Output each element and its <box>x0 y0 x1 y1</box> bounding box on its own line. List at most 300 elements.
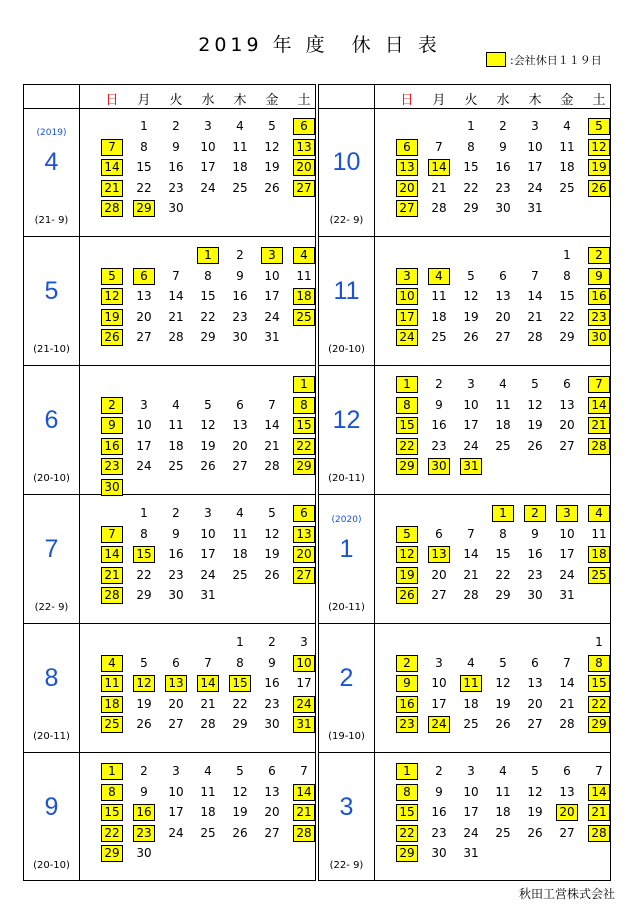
date: 27 <box>168 717 184 731</box>
date: 11 <box>168 418 184 432</box>
month-number: 5 <box>44 277 59 305</box>
month-divider <box>79 366 80 494</box>
holiday-date: 8 <box>101 784 123 801</box>
date: 30 <box>527 588 543 602</box>
year-label: (2020) <box>331 515 362 525</box>
date: 25 <box>232 567 248 582</box>
holiday-date: 3 <box>556 505 578 522</box>
date: 24 <box>559 567 575 582</box>
date: 5 <box>268 506 276 520</box>
holiday-date: 19 <box>588 159 610 176</box>
date: 10 <box>264 268 280 283</box>
date: 3 <box>531 119 539 133</box>
date: 24 <box>168 825 184 840</box>
date: 23 <box>232 309 248 324</box>
holiday-date: 13 <box>396 159 418 176</box>
date: 14 <box>168 289 184 303</box>
date: 6 <box>172 655 180 670</box>
date: 6 <box>499 268 507 283</box>
date: 24 <box>200 567 216 582</box>
date: 20 <box>527 696 543 711</box>
weekday-4: 木 <box>233 93 247 108</box>
holiday-swatch <box>486 52 506 67</box>
holiday-date: 4 <box>428 268 450 285</box>
date: 22 <box>136 180 152 195</box>
date: 25 <box>431 330 447 344</box>
month-number: 11 <box>333 277 360 305</box>
date: 26 <box>495 717 511 731</box>
holiday-date: 29 <box>396 458 418 475</box>
date: 7 <box>563 655 571 670</box>
holiday-date: 29 <box>588 716 610 733</box>
holiday-date: 23 <box>588 309 610 326</box>
workday-note: (20-10) <box>328 344 365 355</box>
holiday-date: 30 <box>588 329 610 346</box>
date: 20 <box>136 309 152 324</box>
holiday-date: 3 <box>396 268 418 285</box>
holiday-date: 5 <box>588 118 610 135</box>
date: 27 <box>527 717 543 731</box>
date: 31 <box>200 588 216 602</box>
date: 5 <box>140 655 148 670</box>
date: 30 <box>232 330 248 344</box>
holiday-date: 16 <box>101 438 123 455</box>
workday-note: (21-10) <box>33 344 70 355</box>
date: 25 <box>463 717 479 731</box>
month-divider <box>79 108 80 236</box>
holiday-date: 25 <box>588 567 610 584</box>
month-divider <box>374 108 375 236</box>
date: 15 <box>200 289 216 303</box>
date: 26 <box>527 438 543 453</box>
month-divider <box>374 495 375 623</box>
holiday-date: 22 <box>396 438 418 455</box>
workday-note: (22- 9) <box>34 602 69 613</box>
weekday-2: 火 <box>464 93 478 108</box>
holiday-date: 5 <box>396 526 418 543</box>
calendar-panel-right <box>318 84 611 881</box>
date: 3 <box>172 764 180 778</box>
weekday-5: 金 <box>265 93 279 108</box>
header-divider <box>374 85 375 108</box>
workday-note: (20-11) <box>33 731 70 742</box>
date: 5 <box>236 764 244 778</box>
date: 6 <box>563 377 571 391</box>
weekday-0: 日 <box>400 93 414 108</box>
date: 16 <box>168 547 184 561</box>
holiday-date: 22 <box>101 825 123 842</box>
date: 21 <box>527 309 543 324</box>
holiday-date: 1 <box>396 376 418 393</box>
date: 7 <box>268 397 276 412</box>
holiday-date: 14 <box>197 675 219 692</box>
weekday-4: 木 <box>528 93 542 108</box>
holiday-date: 8 <box>293 397 315 414</box>
date: 27 <box>232 459 248 473</box>
date: 10 <box>527 139 543 154</box>
workday-note: (22- 9) <box>329 215 364 226</box>
date: 15 <box>463 160 479 174</box>
holiday-date: 6 <box>293 505 315 522</box>
month-divider <box>374 624 375 752</box>
date: 19 <box>527 805 543 819</box>
holiday-date: 22 <box>293 438 315 455</box>
date: 9 <box>172 139 180 154</box>
holiday-date: 9 <box>396 675 418 692</box>
date: 28 <box>168 330 184 344</box>
holiday-date: 29 <box>396 845 418 862</box>
date: 16 <box>264 676 280 690</box>
date: 27 <box>495 330 511 344</box>
date: 16 <box>495 160 511 174</box>
date: 4 <box>467 655 475 670</box>
date: 10 <box>431 676 447 690</box>
date: 12 <box>264 139 280 154</box>
weekday-1: 月 <box>137 93 151 108</box>
holiday-date: 22 <box>588 696 610 713</box>
date: 30 <box>168 201 184 215</box>
holiday-date: 9 <box>101 417 123 434</box>
date: 2 <box>435 377 443 391</box>
holiday-date: 4 <box>588 505 610 522</box>
holiday-date: 31 <box>293 716 315 733</box>
holiday-date: 1 <box>197 247 219 264</box>
date: 31 <box>264 330 280 344</box>
date: 28 <box>559 717 575 731</box>
date: 10 <box>136 418 152 432</box>
month-block <box>319 237 610 366</box>
date: 2 <box>435 764 443 778</box>
date: 21 <box>200 696 216 711</box>
date: 21 <box>264 438 280 453</box>
holiday-date: 14 <box>101 159 123 176</box>
date: 7 <box>300 764 308 778</box>
date: 24 <box>527 180 543 195</box>
date: 16 <box>431 418 447 432</box>
date: 2 <box>236 248 244 262</box>
holiday-date: 21 <box>101 180 123 197</box>
holiday-date: 21 <box>293 804 315 821</box>
date: 26 <box>264 180 280 195</box>
holiday-date: 27 <box>293 567 315 584</box>
date: 30 <box>264 717 280 731</box>
date: 28 <box>431 201 447 215</box>
date: 17 <box>168 805 184 819</box>
date: 3 <box>435 655 443 670</box>
holiday-date: 17 <box>396 309 418 326</box>
date: 14 <box>264 418 280 432</box>
date: 26 <box>232 825 248 840</box>
date: 18 <box>495 805 511 819</box>
date: 29 <box>232 717 248 731</box>
date: 4 <box>236 506 244 520</box>
date: 16 <box>527 547 543 561</box>
holiday-date: 14 <box>588 784 610 801</box>
date: 5 <box>204 397 212 412</box>
month-divider <box>79 753 80 881</box>
date: 20 <box>431 567 447 582</box>
date: 12 <box>495 676 511 690</box>
holiday-date: 16 <box>133 804 155 821</box>
holiday-date: 1 <box>293 376 315 393</box>
date: 22 <box>495 567 511 582</box>
date: 17 <box>264 289 280 303</box>
weekday-3: 水 <box>496 93 510 108</box>
holiday-date: 11 <box>460 675 482 692</box>
holiday-date: 16 <box>588 288 610 305</box>
holiday-date: 26 <box>588 180 610 197</box>
date: 25 <box>559 180 575 195</box>
holiday-date: 6 <box>396 139 418 156</box>
holiday-date: 26 <box>101 329 123 346</box>
month-number: 2 <box>339 664 354 692</box>
holiday-date: 15 <box>293 417 315 434</box>
date: 24 <box>136 459 152 473</box>
holiday-date: 12 <box>133 675 155 692</box>
date: 18 <box>232 160 248 174</box>
holiday-date: 25 <box>293 309 315 326</box>
date: 3 <box>300 635 308 649</box>
date: 30 <box>168 588 184 602</box>
date: 16 <box>431 805 447 819</box>
holiday-date: 24 <box>293 696 315 713</box>
calendar-panel-left <box>23 84 316 881</box>
holiday-date: 19 <box>101 309 123 326</box>
date: 8 <box>563 268 571 283</box>
holiday-date: 14 <box>293 784 315 801</box>
month-number: 7 <box>44 535 59 563</box>
date: 22 <box>559 309 575 324</box>
date: 7 <box>172 268 180 283</box>
date: 1 <box>236 635 244 649</box>
date: 3 <box>467 764 475 778</box>
date: 9 <box>172 526 180 541</box>
date: 25 <box>232 180 248 195</box>
date: 13 <box>527 676 543 690</box>
month-number: 8 <box>44 664 59 692</box>
date: 19 <box>264 547 280 561</box>
date: 13 <box>232 418 248 432</box>
month-number: 1 <box>339 535 354 563</box>
date: 27 <box>431 588 447 602</box>
date: 1 <box>140 506 148 520</box>
month-divider <box>79 237 80 365</box>
date: 19 <box>463 309 479 324</box>
holiday-date: 30 <box>428 458 450 475</box>
date: 7 <box>435 139 443 154</box>
holiday-date: 29 <box>133 200 155 217</box>
date: 6 <box>236 397 244 412</box>
date: 14 <box>527 289 543 303</box>
month-block <box>319 624 610 753</box>
holiday-date: 24 <box>396 329 418 346</box>
date: 11 <box>495 784 511 799</box>
date: 9 <box>140 784 148 799</box>
holiday-date: 5 <box>101 268 123 285</box>
holiday-date: 23 <box>396 716 418 733</box>
date: 17 <box>463 805 479 819</box>
holiday-date: 20 <box>293 546 315 563</box>
legend-label: :会社休日１１９日 <box>510 53 602 67</box>
date: 29 <box>559 330 575 344</box>
date: 20 <box>559 418 575 432</box>
holiday-date: 28 <box>588 825 610 842</box>
holiday-date: 20 <box>396 180 418 197</box>
date: 28 <box>463 588 479 602</box>
date: 2 <box>499 119 507 133</box>
date: 11 <box>296 268 312 283</box>
holiday-date: 20 <box>556 804 578 821</box>
date: 17 <box>200 160 216 174</box>
date: 22 <box>200 309 216 324</box>
date: 5 <box>499 655 507 670</box>
holiday-date: 21 <box>101 567 123 584</box>
date: 18 <box>232 547 248 561</box>
holiday-date: 28 <box>101 587 123 604</box>
date: 9 <box>236 268 244 283</box>
holiday-date: 21 <box>588 804 610 821</box>
date: 19 <box>200 438 216 453</box>
month-block <box>24 624 315 753</box>
workday-note: (20-10) <box>33 473 70 484</box>
month-block <box>24 366 315 495</box>
date: 26 <box>527 825 543 840</box>
date: 6 <box>563 764 571 778</box>
holiday-date: 1 <box>101 763 123 780</box>
date: 11 <box>495 397 511 412</box>
holiday-date: 28 <box>293 825 315 842</box>
date: 24 <box>463 825 479 840</box>
date: 6 <box>268 764 276 778</box>
holiday-date: 28 <box>101 200 123 217</box>
holiday-date: 12 <box>396 546 418 563</box>
date: 5 <box>268 119 276 133</box>
date: 15 <box>136 160 152 174</box>
date: 26 <box>264 567 280 582</box>
month-divider <box>374 366 375 494</box>
date: 23 <box>431 438 447 453</box>
holiday-date: 8 <box>396 784 418 801</box>
month-number: 10 <box>332 148 361 176</box>
month-divider <box>374 237 375 365</box>
date: 11 <box>591 526 607 541</box>
date: 7 <box>467 526 475 541</box>
date: 4 <box>204 764 212 778</box>
holiday-date: 19 <box>396 567 418 584</box>
date: 31 <box>559 588 575 602</box>
date: 3 <box>204 506 212 520</box>
date: 3 <box>467 377 475 391</box>
date: 9 <box>268 655 276 670</box>
holiday-date: 2 <box>396 655 418 672</box>
holiday-date: 18 <box>588 546 610 563</box>
date: 18 <box>495 418 511 432</box>
month-block <box>319 753 610 881</box>
weekday-6: 土 <box>592 93 606 108</box>
legend <box>486 52 602 67</box>
date: 11 <box>559 139 575 154</box>
date: 7 <box>595 764 603 778</box>
date: 8 <box>499 526 507 541</box>
date: 27 <box>264 825 280 840</box>
date: 24 <box>200 180 216 195</box>
holiday-date: 25 <box>101 716 123 733</box>
month-block <box>24 237 315 366</box>
header-divider <box>79 85 80 108</box>
date: 4 <box>499 377 507 391</box>
holiday-date: 12 <box>588 139 610 156</box>
date: 12 <box>200 418 216 432</box>
month-number: 9 <box>44 793 59 821</box>
workday-note: (19-10) <box>328 731 365 742</box>
date: 20 <box>495 309 511 324</box>
date: 7 <box>531 268 539 283</box>
holiday-date: 10 <box>293 655 315 672</box>
month-divider <box>79 624 80 752</box>
date: 9 <box>435 784 443 799</box>
holiday-date: 15 <box>396 804 418 821</box>
holiday-date: 4 <box>101 655 123 672</box>
date: 27 <box>559 438 575 453</box>
date: 19 <box>232 805 248 819</box>
date: 15 <box>495 547 511 561</box>
date: 11 <box>200 784 216 799</box>
date: 31 <box>527 201 543 215</box>
holiday-date: 15 <box>229 675 251 692</box>
date: 10 <box>463 397 479 412</box>
weekday-3: 水 <box>201 93 215 108</box>
date: 13 <box>559 397 575 412</box>
date: 18 <box>559 160 575 174</box>
date: 13 <box>264 784 280 799</box>
date: 27 <box>136 330 152 344</box>
date: 11 <box>232 139 248 154</box>
weekday-5: 金 <box>560 93 574 108</box>
date: 29 <box>463 201 479 215</box>
date: 26 <box>136 717 152 731</box>
holiday-date: 18 <box>101 696 123 713</box>
holiday-date: 13 <box>428 546 450 563</box>
month-number: 12 <box>332 406 361 434</box>
date: 29 <box>136 588 152 602</box>
date: 19 <box>495 696 511 711</box>
date: 4 <box>563 119 571 133</box>
date: 4 <box>499 764 507 778</box>
date: 17 <box>200 547 216 561</box>
date: 30 <box>431 846 447 860</box>
date: 18 <box>431 309 447 324</box>
weekday-6: 土 <box>297 93 311 108</box>
holiday-date: 28 <box>588 438 610 455</box>
holiday-date: 7 <box>101 139 123 156</box>
workday-note: (20-11) <box>328 473 365 484</box>
date: 21 <box>431 180 447 195</box>
date: 14 <box>559 676 575 690</box>
date: 17 <box>431 696 447 711</box>
holiday-date: 16 <box>396 696 418 713</box>
date: 3 <box>204 119 212 133</box>
date: 17 <box>559 547 575 561</box>
holiday-date: 29 <box>101 845 123 862</box>
date: 17 <box>296 676 312 690</box>
date: 11 <box>232 526 248 541</box>
month-number: 4 <box>44 148 59 176</box>
holiday-date: 27 <box>293 180 315 197</box>
holiday-date: 7 <box>101 526 123 543</box>
date: 23 <box>495 180 511 195</box>
date: 5 <box>531 764 539 778</box>
month-block <box>319 366 610 495</box>
